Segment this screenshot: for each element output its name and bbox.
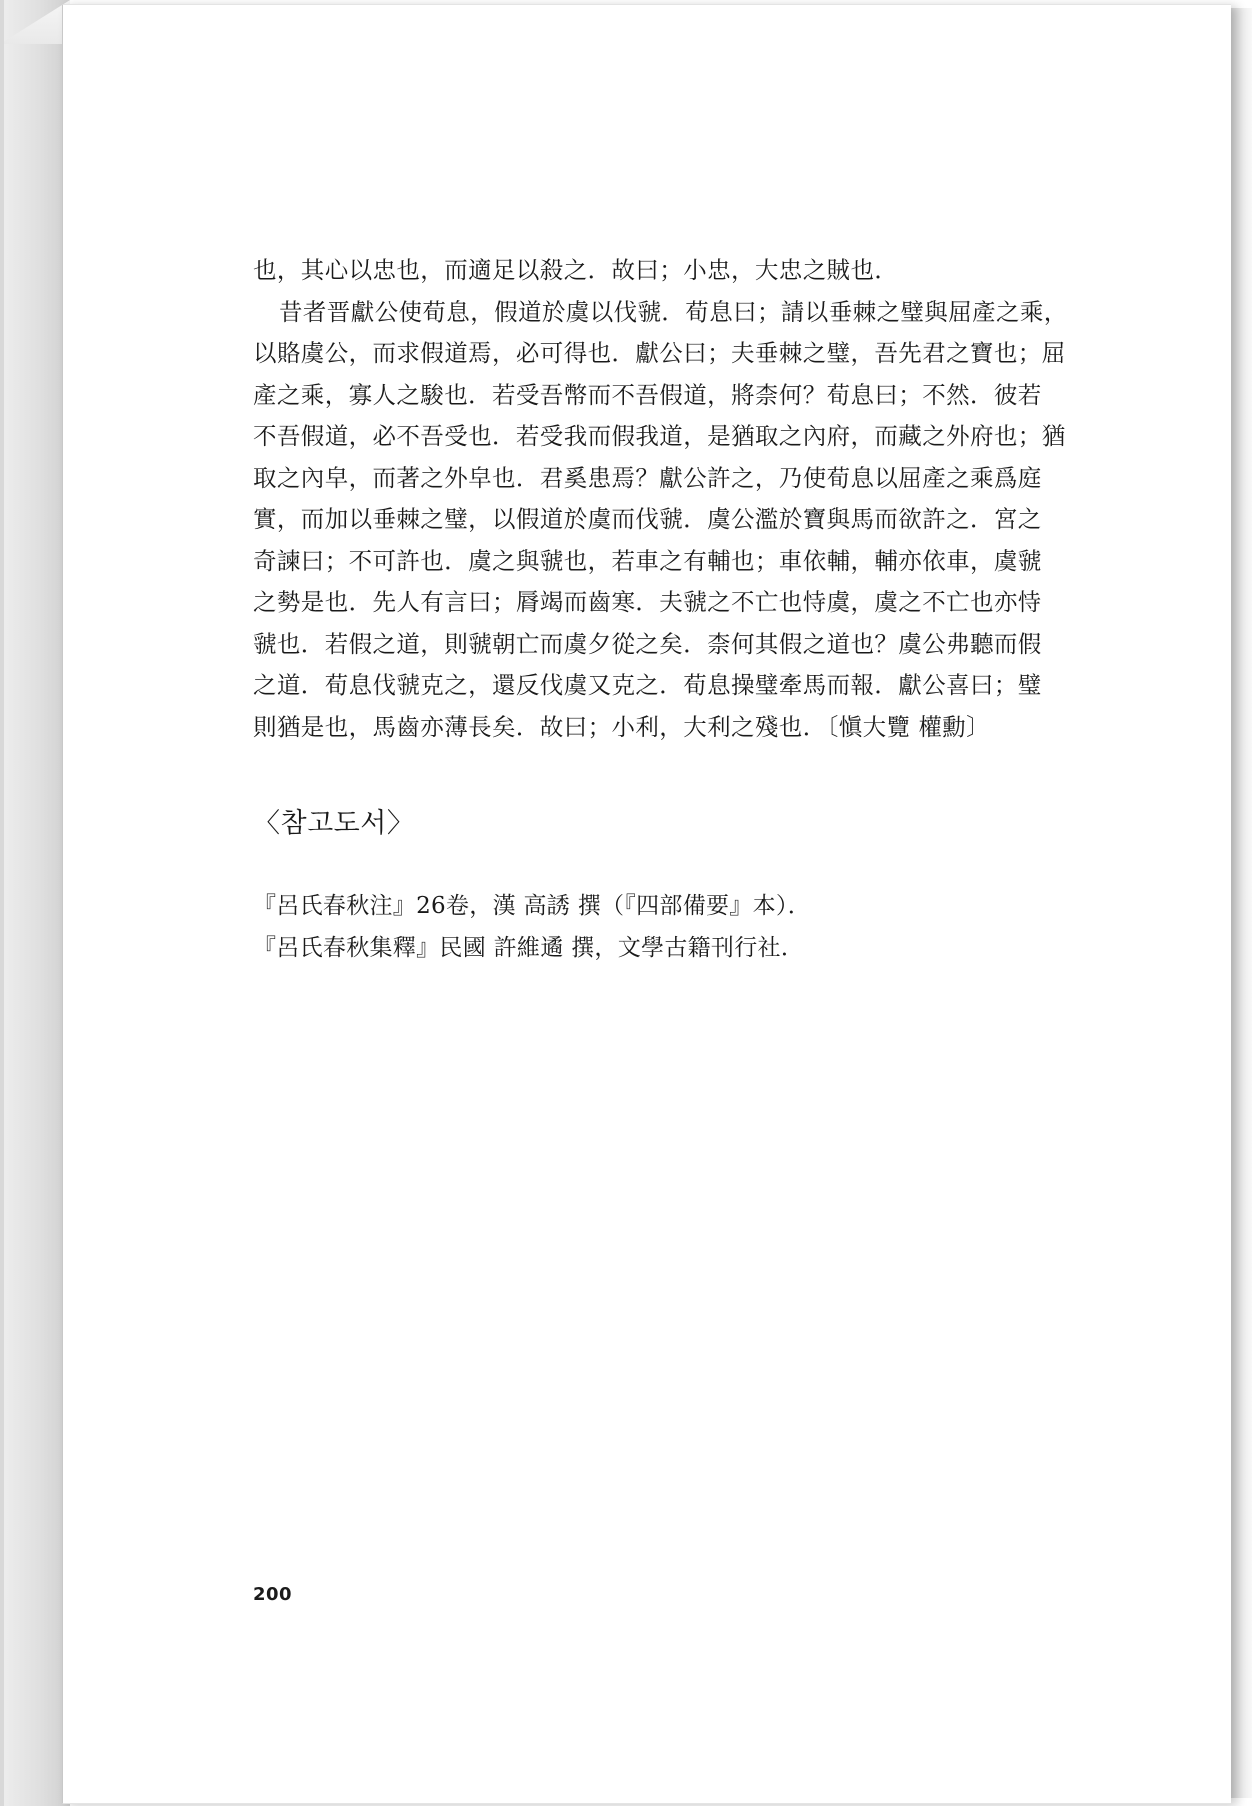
main-text-block [253, 250, 1073, 748]
text-line: 則猶是也，馬齒亦薄長矣．故曰；小利，大利之殘也．〔愼大覽 權勳〕 [253, 712, 991, 741]
reference-heading: 〈참고도서〉 [253, 808, 415, 839]
book-spine-edge [0, 0, 4, 1806]
text-line: 也，其心以忠也，而適足以殺之．故曰；小忠，大忠之賊也． [253, 256, 899, 284]
text-line: 昔者晋獻公使荀息，假道於虞以伐虢．荀息曰；請以垂棘之璧與屈產之乘， [279, 297, 1068, 326]
page-right-edge [1230, 8, 1252, 1798]
text-line: 以賂虞公，而求假道焉，必可得也．獻公曰；夫垂棘之璧，吾先君之寶也；屈 [253, 339, 1066, 367]
book-spine [0, 0, 70, 1806]
text-line: 取之內皁，而著之外皁也．君奚患焉？獻公許之，乃使荀息以屈產之乘爲庭 [253, 463, 1042, 492]
text-line: 虢也．若假之道，則虢朝亡而虞夕從之矣．柰何其假之道也？虞公弗聽而假 [253, 629, 1042, 658]
text-line: 不吾假道，必不吾受也．若受我而假我道，是猶取之內府，而藏之外府也；猶 [253, 422, 1066, 450]
text-line: 之道．荀息伐虢克之，還反伐虞又克之．荀息操璧牽馬而報．獻公喜曰；璧 [253, 671, 1042, 699]
reference-item: 『呂氏春秋注』26卷，漢 高誘 撰（『四部備要』本）． [253, 893, 811, 919]
text-line: 之勢是也．先人有言曰；脣竭而齒寒．夫虢之不亡也恃虞，虞之不亡也亦恃 [253, 588, 1042, 616]
reference-list [253, 885, 1073, 969]
page-number: 200 [253, 1584, 293, 1605]
reference-item: 『呂氏春秋集釋』民國 許維遹 撰，文學古籍刊行社． [253, 935, 805, 961]
text-line: 產之乘，寡人之駿也．若受吾幣而不吾假道，將柰何？荀息曰；不然．彼若 [253, 380, 1042, 409]
text-line: 奇諫曰；不可許也．虞之與虢也，若車之有輔也；車依輔，輔亦依車，虞虢 [253, 546, 1042, 575]
text-line: 實，而加以垂棘之璧，以假道於虞而伐虢．虞公濫於寶與馬而欲許之．宮之 [253, 505, 1042, 533]
